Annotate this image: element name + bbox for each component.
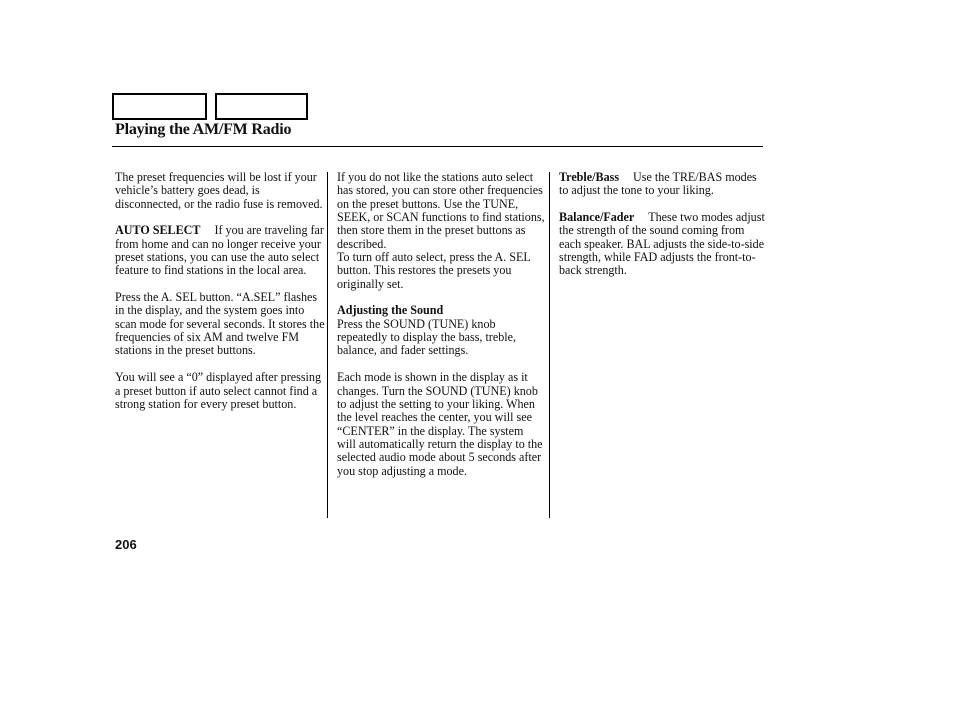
adjusting-sound-text: Press the SOUND (TUNE) knob repeatedly to display the bass, treble, balance, and fader settings. (337, 316, 516, 358)
adjusting-sound-heading: Adjusting the Sound (337, 303, 444, 318)
paragraph-each-mode: Each mode is shown in the display as it changes. Turn the SOUND (TUNE) knob to adjust the setting to your liking. When the level reaches the center, you will see “CENTER” in the display. The system will automatically return the display to the selected audio mode about 5 seconds after you stop adjusting a mode. (337, 370, 543, 478)
auto-select-text: If you are traveling far from home and can no longer receive your preset stations, you can use the auto select feature to find stations in the local area. (115, 223, 324, 278)
paragraph-zero-display: You will see a “0” displayed after pressing a preset button if auto select cannot find a strong station for every preset button. (115, 370, 321, 411)
column-divider-1 (327, 172, 328, 518)
paragraph-press-asel: Press the A. SEL button. “A.SEL” flashes in the display, and the system goes into scan mode for several seconds. It stores the frequencies of six AM and twelve FM stations in the preset buttons. (115, 290, 325, 358)
treble-bass-heading: Treble/Bass (559, 170, 620, 184)
page-title: Playing the AM/FM Radio (115, 121, 292, 138)
treble-bass-text: Use the TRE/BAS modes to adjust the tone to your liking. (559, 170, 757, 198)
paragraph-preset-loss: The preset frequencies will be lost if your vehicle’s battery goes dead, is disconnected, or the radio fuse is removed. (115, 170, 323, 211)
nav-tab-box-2[interactable] (215, 93, 308, 120)
paragraph-treble-bass (559, 171, 769, 198)
paragraph-turn-off-auto-select: To turn off auto select, press the A. SEL button. This restores the presets you originally set. (337, 250, 531, 291)
paragraph-balance-fader (559, 211, 769, 278)
balance-fader-heading: Balance/Fader (559, 210, 635, 225)
auto-select-heading: AUTO SELECT (115, 223, 201, 238)
title-divider (112, 146, 763, 147)
column-middle (337, 171, 545, 491)
paragraph-auto-select (115, 224, 325, 277)
nav-tab-box-1[interactable] (112, 93, 207, 120)
column-right (559, 171, 769, 291)
page-number: 206 (115, 537, 137, 552)
column-left (115, 171, 325, 425)
column-divider-2 (549, 172, 550, 518)
paragraph-store-other: If you do not like the stations auto select has stored, you can store other frequencies on the preset buttons. Use the TUNE, SEEK, or SCAN functions to find stations, then store them in the preset buttons as described. (337, 170, 545, 251)
paragraph-adjusting-sound (337, 304, 545, 357)
balance-fader-text: These two modes adjust the strength of the sound coming from each speaker. BAL adjusts the side-to-side strength, while FAD adjusts the front-to-back strength. (559, 210, 765, 278)
